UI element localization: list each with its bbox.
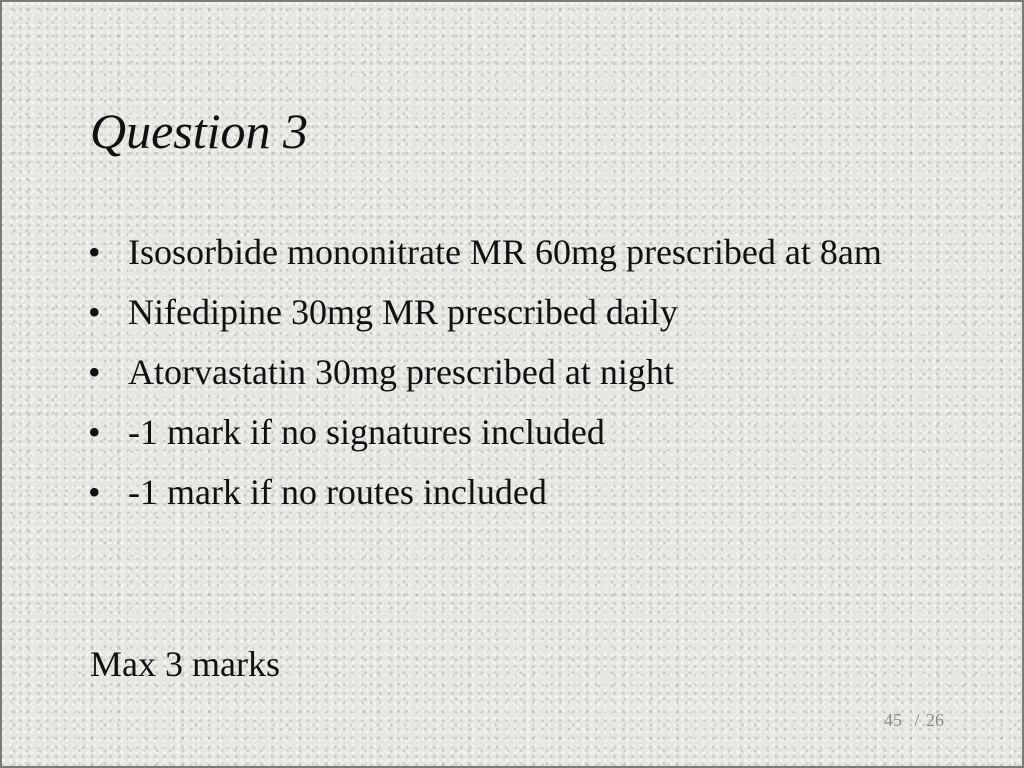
bullet-text: Atorvastatin 30mg prescribed at night bbox=[128, 352, 674, 392]
bullet-item bbox=[88, 230, 888, 274]
slide-number bbox=[884, 710, 944, 731]
bullet-marker: • bbox=[88, 412, 101, 452]
slide-title: Question 3 bbox=[90, 103, 309, 159]
page-total: 26 bbox=[926, 710, 945, 730]
bullet-item bbox=[88, 290, 888, 334]
bullet-text: Nifedipine 30mg MR prescribed daily bbox=[128, 292, 678, 332]
bullet-text: Isosorbide mononitrate MR 60mg prescribed at 8am bbox=[128, 232, 882, 272]
bullet-text: -1 mark if no routes included bbox=[128, 472, 547, 512]
bullet-item bbox=[88, 470, 888, 514]
bullet-marker: • bbox=[88, 472, 101, 512]
bullet-text: -1 mark if no signatures included bbox=[128, 412, 605, 452]
max-marks-text: Max 3 marks bbox=[90, 644, 280, 684]
bullet-marker: • bbox=[88, 292, 101, 332]
page-number: 45 bbox=[884, 710, 902, 730]
bullet-marker: • bbox=[88, 232, 101, 272]
bullet-marker: • bbox=[88, 352, 101, 392]
bullet-list bbox=[88, 230, 888, 530]
page-separator: / bbox=[914, 710, 920, 730]
bullet-item bbox=[88, 350, 888, 394]
bullet-item bbox=[88, 410, 888, 454]
